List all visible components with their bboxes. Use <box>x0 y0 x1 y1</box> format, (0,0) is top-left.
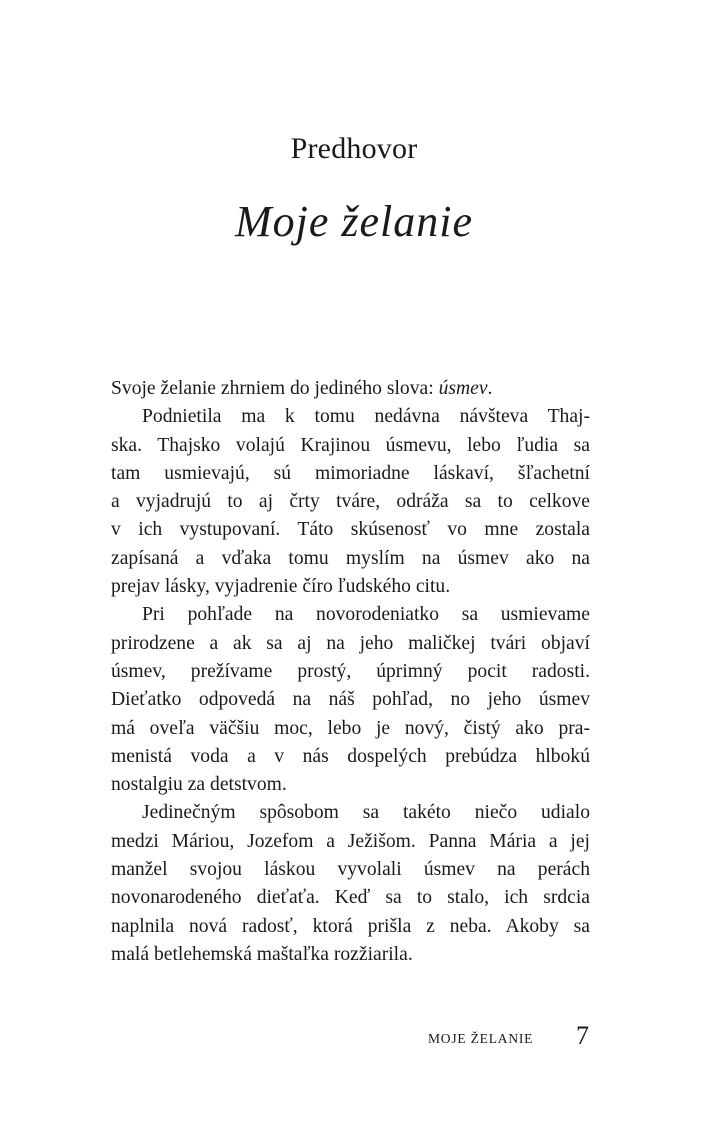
text-line: manžel svojou láskou vyvolali úsmev na perách <box>111 859 590 881</box>
text-line: Podnietila ma k tomu nedávna návšteva Thaj- <box>142 406 590 428</box>
chapter-title: Moje želanie <box>234 197 474 246</box>
text-line: prejav lásky, vyjadrenie číro ľudského citu. <box>111 576 451 598</box>
text-line: a vyjadrujú to aj črty tváre, odráža sa to celkove <box>111 491 590 513</box>
text-line: naplnila nová radosť, ktorá prišla z neba. Akoby sa <box>111 915 590 937</box>
text-line: menistá voda a v nás dospelých prebúdza hlbokú <box>111 745 590 767</box>
chapter-heading: Predhovor <box>290 132 418 165</box>
text-line: v ich vystupovaní. Táto skúsenosť vo mne zostala <box>111 519 590 541</box>
page-number: 7 <box>576 1021 589 1050</box>
text-line: nostalgiu za detstvom. <box>111 774 287 796</box>
text-line: novonarodeného dieťaťa. Keď sa to stalo, ich srdcia <box>111 887 590 909</box>
paragraph-2 <box>111 403 590 601</box>
paragraph-4 <box>111 799 590 969</box>
paragraph-1-text: Svoje želanie zhrniem do jediného slova: <box>111 378 439 399</box>
paragraph-1-end: . <box>487 378 493 399</box>
paragraph-1 <box>111 375 590 403</box>
text-line: ska. Thajsko volajú Krajinou úsmevu, lebo ľudia sa <box>111 434 590 456</box>
text-line: má oveľa väčšiu moc, lebo je nový, čistý ako pra- <box>111 717 590 739</box>
text-line: tam usmievajú, sú mimoriadne láskaví, šľachetní <box>111 462 590 484</box>
text-line: Dieťatko odpovedá na náš pohľad, no jeho úsmev <box>111 689 590 711</box>
text-line: prirodzene a ak sa aj na jeho maličkej tvári objaví <box>111 632 590 654</box>
emphasis-word: úsmev <box>438 378 488 399</box>
text-line: Jedinečným spôsobom sa takéto niečo udialo <box>142 802 590 824</box>
text-line: zapísaná a vďaka tomu myslím na úsmev ako na <box>111 547 590 569</box>
text-line: úsmev, prežívame prostý, úprimný pocit radosti. <box>111 660 590 682</box>
text-line: malá betlehemská maštaľka rozžiarila. <box>111 943 413 965</box>
body-text <box>111 375 590 969</box>
running-head: MOJE ŽELANIE <box>428 1031 534 1046</box>
text-line: medzi Máriou, Jozefom a Ježišom. Panna Mária a jej <box>111 830 590 852</box>
text-line: Pri pohľade na novorodeniatko sa usmievame <box>142 604 590 626</box>
paragraph-3 <box>111 601 590 799</box>
